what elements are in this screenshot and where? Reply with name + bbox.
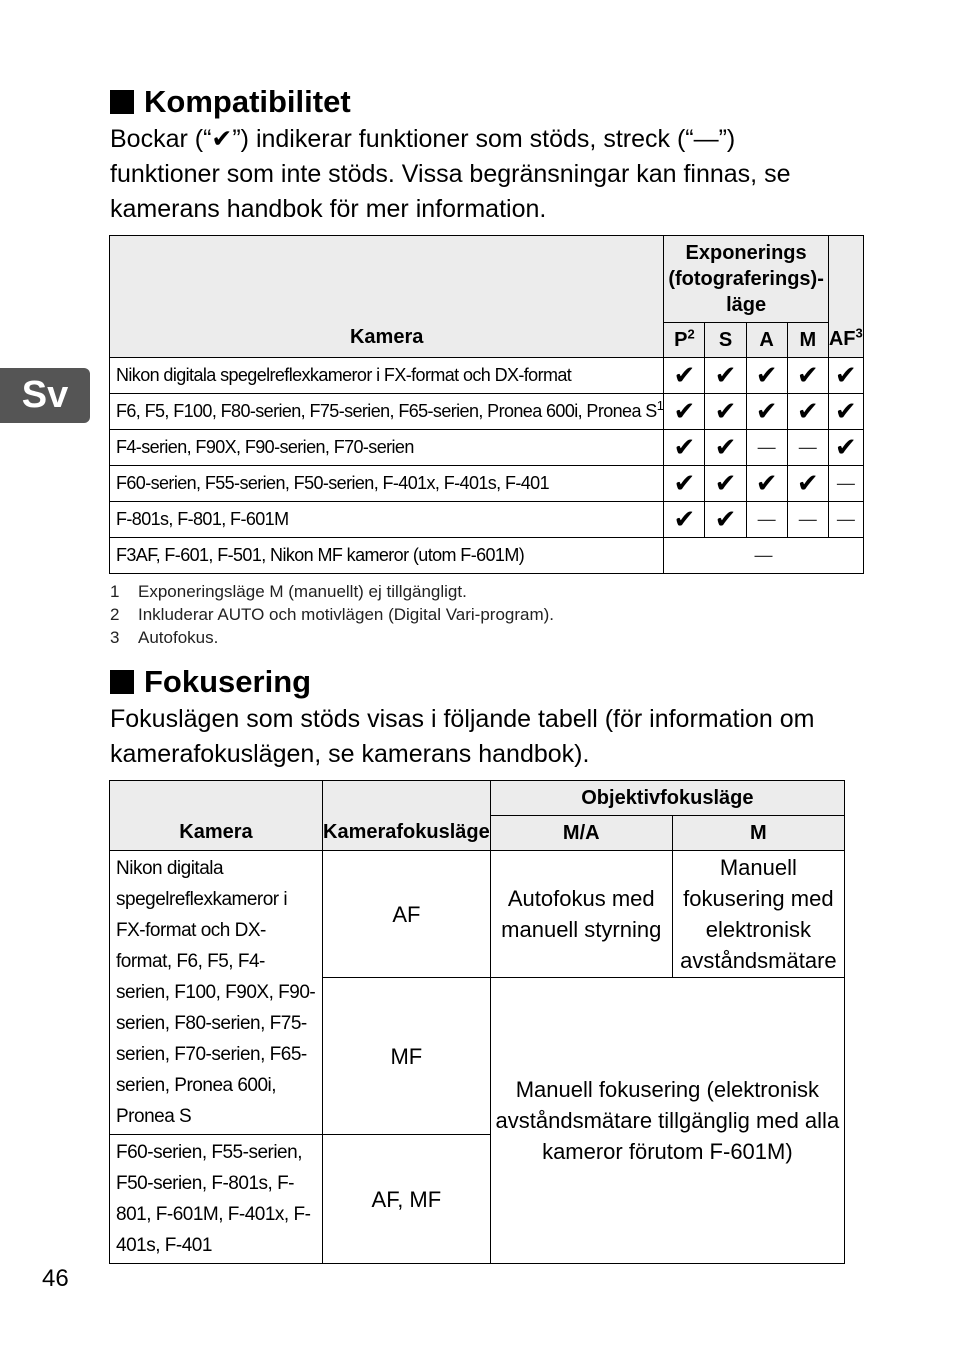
focus-table: [109, 780, 845, 1264]
compat-mark-af: ✔: [828, 394, 863, 430]
table-row: [110, 358, 864, 394]
compat-camera-cell: F60-serien, F55-serien, F50-serien, F-401x, F-401s, F-401: [110, 466, 664, 502]
footnote: 2 Inkluderar AUTO och motivlägen (Digital Vari-program).: [110, 605, 555, 624]
compat-mark-p: ✔: [664, 430, 705, 466]
compat-col-camera: Kamera: [110, 236, 664, 358]
compat-mark-p: ✔: [664, 358, 705, 394]
compat-mark-af: ✔: [828, 430, 863, 466]
compat-col-a: A: [746, 323, 787, 358]
compat-last-camera: F3AF, F-601, F-501, Nikon MF kameror (utom F-601M): [110, 538, 664, 574]
footnote: 3 Autofokus.: [110, 628, 219, 647]
compat-mark-m: ✔: [787, 394, 828, 430]
compat-last-value: —: [664, 538, 863, 574]
compat-mark-a: ✔: [746, 466, 787, 502]
compat-col-p: $P^2$: [664, 323, 705, 358]
compat-heading: [110, 84, 351, 120]
compat-heading-text: Kompatibilitet: [144, 84, 351, 119]
focus-af-ma: Autofokus med manuell styrning: [490, 851, 672, 978]
compat-mark-s: ✔: [705, 466, 746, 502]
focus-cameras-group-1: Nikon digitala spegelreflexkameror i FX-format och DX-format, F6, F5, F4-serien, F100, F90X, F90-serien, F80-serien, F75-serien, F70-serien, F65-serien, Pronea 600i, Pronea S: [110, 851, 323, 1135]
compat-mark-a: —: [746, 430, 787, 466]
table-row: [110, 538, 864, 574]
focus-manual-all: Manuell fokusering (elektronisk avståndsmätare tillgänglig med alla kameror förutom F-601M): [490, 978, 844, 1264]
compat-mark-a: ✔: [746, 358, 787, 394]
table-row: [110, 466, 864, 502]
compat-col-m: M: [787, 323, 828, 358]
compat-table: [109, 235, 864, 574]
heading-square-icon: [110, 90, 134, 114]
focus-mode-af: AF: [323, 851, 491, 978]
compat-mark-af: ✔: [828, 358, 863, 394]
footnotes: [110, 580, 554, 649]
focus-mode-mf: MF: [323, 978, 491, 1135]
compat-camera-cell: F6, F5, F100, F80-serien, F75-serien, F65-serien, Pronea 600i, Pronea $S^1$: [110, 394, 664, 430]
focus-heading: [110, 664, 311, 700]
compat-mark-m: —: [787, 502, 828, 538]
focus-col-m: M: [672, 816, 844, 851]
table-row: [110, 430, 864, 466]
compat-mark-s: ✔: [705, 430, 746, 466]
compat-mark-a: —: [746, 502, 787, 538]
focus-intro: Fokuslägen som stöds visas i följande tabell (för information om kamerafokuslägen, se kamerans handbok).: [110, 705, 815, 768]
compat-mark-m: ✔: [787, 466, 828, 502]
compat-mark-s: ✔: [705, 394, 746, 430]
focus-col-camera: Kamera: [110, 781, 323, 851]
footnote: 1 Exponeringsläge M (manuellt) ej tillgängligt.: [110, 582, 467, 601]
language-tab: Sv: [0, 368, 90, 423]
compat-mark-m: ✔: [787, 358, 828, 394]
focus-col-ma: M/A: [490, 816, 672, 851]
compat-mark-af: —: [828, 466, 863, 502]
focus-col-camera-mode: Kamerafokusläge: [323, 781, 491, 851]
table-row: [110, 394, 864, 430]
compat-mark-m: —: [787, 430, 828, 466]
compat-mark-p: ✔: [664, 394, 705, 430]
compat-mark-p: ✔: [664, 502, 705, 538]
compat-col-exposure: Exponerings (fotograferings)- läge: [664, 236, 829, 323]
compat-col-s: S: [705, 323, 746, 358]
compat-camera-cell: F4-serien, F90X, F90-serien, F70-serien: [110, 430, 664, 466]
compat-intro: Bockar (“✔”) indikerar funktioner som stöds, streck (“—”) funktioner som inte stöds. Vissa begränsningar kan finnas, se kamerans handbok för mer information.: [110, 125, 791, 223]
compat-camera-cell: Nikon digitala spegelreflexkameror i FX-format och DX-format: [110, 358, 664, 394]
compat-mark-s: ✔: [705, 502, 746, 538]
table-row: [110, 502, 864, 538]
compat-mark-af: —: [828, 502, 863, 538]
focus-heading-text: Fokusering: [144, 664, 312, 699]
compat-mark-a: ✔: [746, 394, 787, 430]
page-number: 46: [42, 1265, 69, 1292]
focus-cameras-group-2: F60-serien, F55-serien, F50-serien, F-801s, F-801, F-601M, F-401x, F-401s, F-401: [110, 1135, 323, 1264]
compat-col-af: $AF^3$: [828, 236, 863, 358]
compat-camera-cell: F-801s, F-801, F-601M: [110, 502, 664, 538]
compat-mark-p: ✔: [664, 466, 705, 502]
heading-square-icon: [110, 670, 134, 694]
focus-af-m: Manuell fokusering med elektronisk avståndsmätare: [672, 851, 844, 978]
table-row: [110, 851, 845, 978]
compat-mark-s: ✔: [705, 358, 746, 394]
focus-mode-af-mf: AF, MF: [323, 1135, 491, 1264]
focus-col-lens-mode: Objektivfokusläge: [490, 781, 844, 816]
